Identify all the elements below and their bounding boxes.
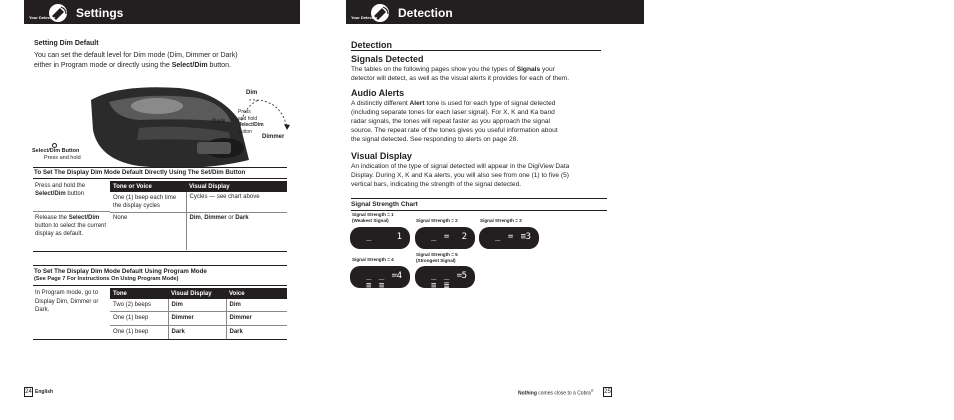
signals-heading: Signals Detected — [351, 54, 424, 64]
table1 — [110, 181, 287, 250]
table2-title: To Set The Display Dim Mode Default Using Program Mode — [34, 268, 207, 275]
header-label: Your Detector — [351, 15, 378, 20]
table2-col-voice: Voice — [229, 290, 245, 297]
header-label: Your Detector — [29, 15, 56, 20]
strength-3-label: Signal Strength = 3 — [480, 218, 522, 223]
section-title: Detection — [351, 40, 393, 50]
table1-bottom-rule — [33, 251, 287, 252]
strength-digit: 3 — [525, 232, 531, 242]
table1-col-display: Visual Display — [189, 183, 230, 190]
table2-col-display: Visual Display — [171, 290, 212, 297]
label-dim: Dim — [246, 90, 258, 96]
table-row — [110, 192, 287, 213]
detector-logo-icon — [368, 3, 394, 23]
page-number: 25 — [604, 389, 611, 395]
table-cell: One (1) beep — [110, 325, 168, 339]
strength-rule — [351, 210, 607, 211]
table-row — [110, 213, 287, 250]
table2-subtitle: (See Page 7 For Instructions On Using Program Mode) — [34, 276, 179, 282]
page-title: Detection — [398, 6, 453, 20]
strength-top-rule — [351, 198, 607, 199]
table2-bottom-rule — [33, 339, 287, 340]
footer-tagline: Nothing comes close to a Cobra® — [518, 389, 594, 397]
table1-title: To Set The Display Dim Mode Default Directly Using The Set/Dim Button — [34, 169, 246, 176]
table-cell: Dimmer — [226, 311, 287, 325]
page-header — [346, 0, 644, 24]
table-cell: One (1) beep — [110, 311, 168, 325]
table-cell: Dark — [229, 329, 243, 336]
table1-step2: Release the Select/Dim button to select the current display as default. — [35, 215, 107, 237]
label-dimmer: Dimmer — [262, 134, 285, 140]
table-row — [110, 299, 287, 311]
strength-5-label: Signal Strength = 5 (Strongest Signal) — [416, 252, 458, 263]
strength-digit: 5 — [461, 271, 467, 281]
detector-logo-icon — [46, 3, 72, 23]
strength-2-display — [415, 227, 475, 249]
table-cell: Dim — [226, 299, 287, 311]
table1-row1-display: Cycles — see chart above — [186, 192, 287, 213]
strength-2-label: Signal Strength = 2 — [416, 218, 458, 223]
page-number-box — [603, 387, 612, 397]
strength-4-display — [350, 266, 410, 291]
audio-text: A distinctly different Alert tone is used for each type of signal detected (including separate tones for each laser signal). For X, K and Ka band radar signals, the tones will repeat faster as you approach the signal source. The repeat rate of the tones gives you useful information about the signal detected. See responding to alerts on page 28. — [351, 100, 558, 143]
strength-digit: 2 — [461, 232, 467, 242]
page-header — [24, 0, 300, 24]
table1-row1-tone: One (1) beep each time the display cycles — [110, 192, 186, 213]
table1-col-tone: Tone or Voice — [113, 183, 152, 190]
strength-3-display — [479, 227, 539, 249]
table1-rule — [33, 178, 287, 179]
table-cell: Dim — [168, 299, 226, 311]
strength-bars: _ = ≡ — [495, 232, 528, 242]
table1-header-row — [110, 181, 287, 192]
intro-text: You can set the default level for Dim mode (Dim, Dimmer or Dark) either in Program mode or directly using the Select/Dim button. — [34, 52, 238, 69]
left-page — [24, 0, 324, 420]
table2-col-tone: Tone — [113, 290, 127, 297]
table1-row2-display: Dim, Dimmer or Dark — [189, 215, 249, 221]
strength-digit: 1 — [396, 232, 402, 242]
strength-5-display — [415, 266, 475, 291]
label-dark: Dark — [212, 119, 226, 125]
signals-text: The tables on the following pages show you the types of Signals your detector will detect, as well as the visual alerts it provides for each of them. — [351, 66, 570, 82]
table-cell: Two (2) beeps — [110, 299, 168, 311]
right-page — [346, 0, 646, 420]
page-number: 24 — [25, 389, 32, 395]
table-cell: Dark — [168, 325, 226, 339]
strength-4-label: Signal Strength = 4 — [352, 257, 394, 262]
section-heading: Setting Dim Default — [34, 40, 99, 47]
select-dim-button-sub: Press and hold — [44, 155, 81, 161]
page-number-box — [24, 387, 33, 397]
strength-bars: _ _ = ≡ ≣ — [431, 271, 464, 291]
audio-heading: Audio Alerts — [351, 88, 405, 98]
select-dim-button-label: Select/Dim Button — [32, 148, 80, 154]
table2-step: In Program mode, go to Display Dim, Dimmer or Dark. — [35, 290, 99, 313]
table1-row2-tone: None — [110, 213, 186, 250]
strength-digit: 4 — [396, 271, 402, 281]
table1-step1: Press and hold the Select/Dim button — [35, 183, 86, 197]
press-hold-note: Press and hold Select/Dim button — [238, 109, 264, 135]
strength-1-label: Signal Strength = 1 (Weakest Signal) — [352, 212, 394, 223]
section-title-rule — [351, 50, 601, 51]
table1-top-rule — [33, 167, 287, 168]
strength-bars: _ _ = ≡ ≡ — [366, 271, 399, 291]
page-title: Settings — [76, 6, 124, 20]
strength-1-display — [350, 227, 410, 249]
table-row — [110, 325, 287, 339]
visual-heading: Visual Display — [351, 151, 412, 161]
footer-language: English — [35, 389, 54, 395]
table-cell: Dimmer — [168, 311, 226, 325]
visual-text: An indication of the type of signal detected will appear in the DigiView Data Display. During X, K and Ka alerts, you will also see from one (1) to five (5) vertical bars, indicating the strength of the signal detected. — [351, 163, 570, 188]
table2-top-rule — [33, 265, 287, 266]
table2-rule — [33, 285, 287, 286]
table2-header-row — [110, 288, 287, 299]
table2 — [110, 288, 287, 339]
strength-bars: _ — [366, 232, 373, 242]
table1-step-divider — [33, 211, 110, 212]
strength-bars: _ = — [431, 232, 451, 242]
table-row — [110, 311, 287, 325]
strength-chart-title: Signal Strength Chart — [351, 201, 418, 208]
